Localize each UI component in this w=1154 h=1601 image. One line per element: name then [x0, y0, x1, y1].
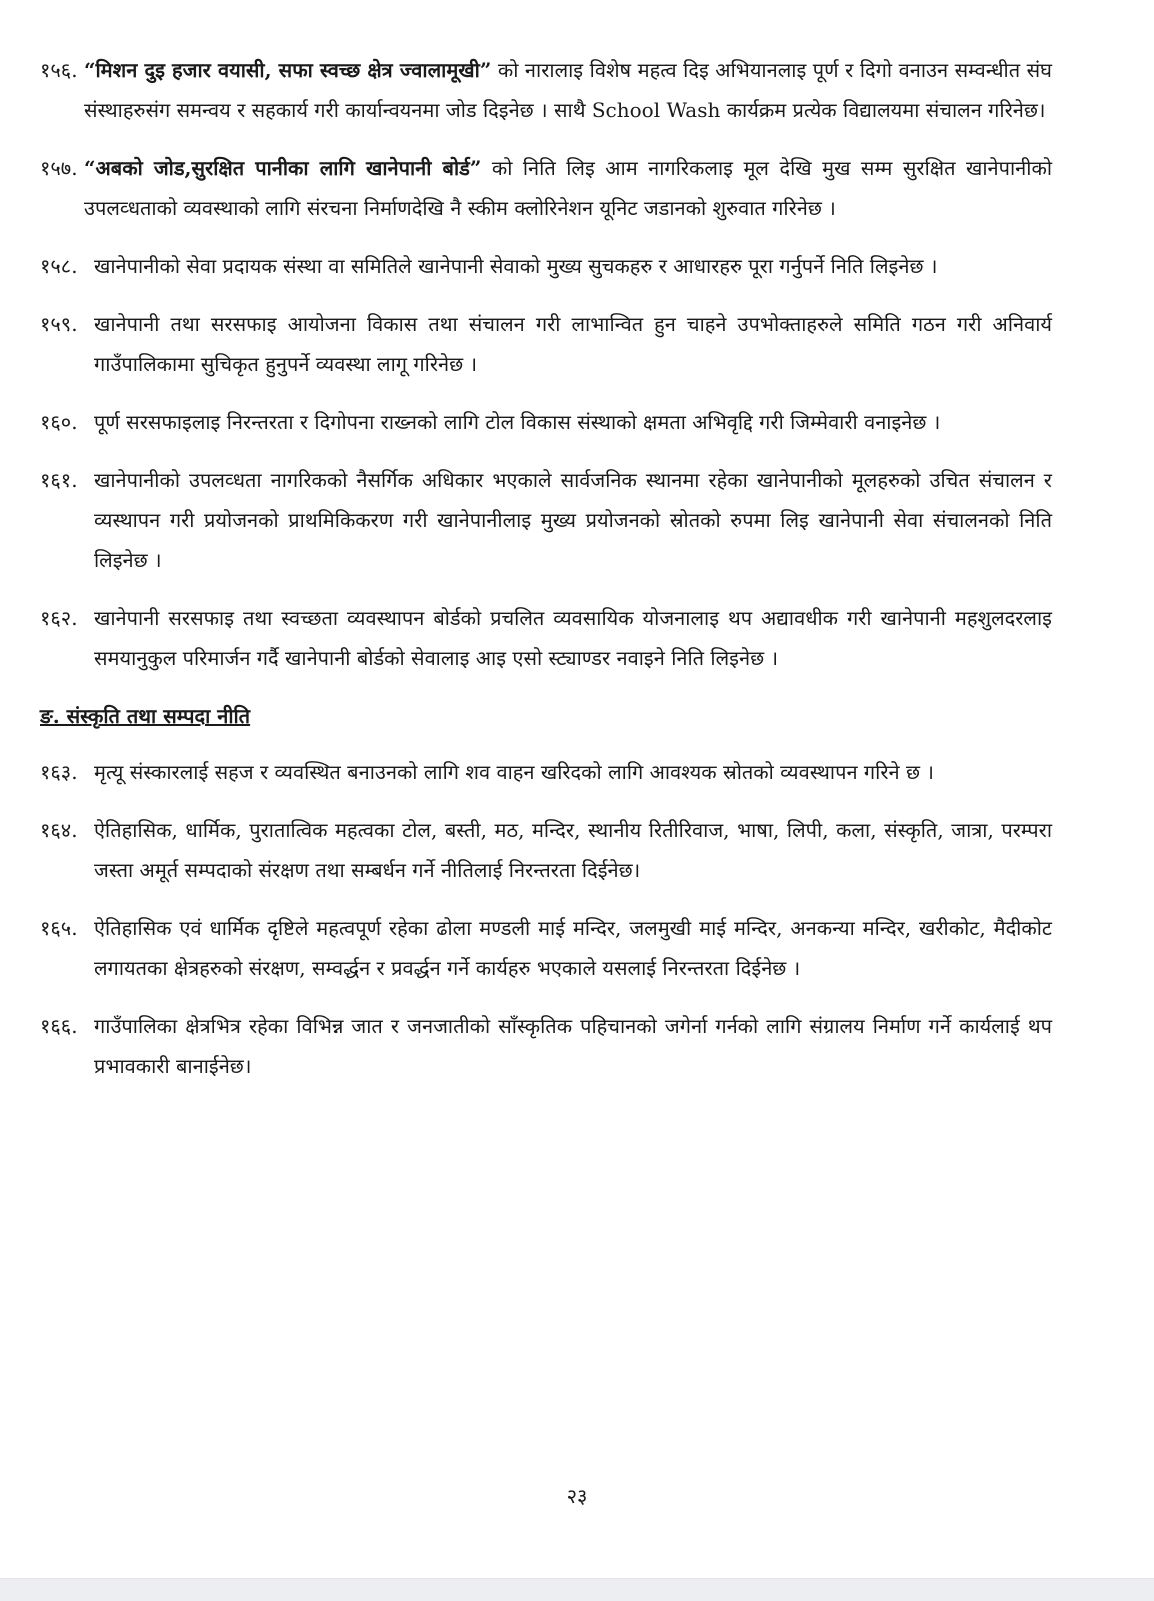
policy-item-157: [40, 148, 1052, 228]
item-number: १६२.: [40, 606, 78, 630]
item-number: १५७.: [40, 156, 78, 180]
item-text: [84, 148, 1052, 228]
item-number: १६१.: [40, 468, 78, 492]
item-text: पूर्ण सरसफाइलाइ निरन्तरता र दिगोपना राख्नको लागि टोल विकास संस्थाको क्षमता अभिवृद्दि गरी जिम्मेवारी वनाइनेछ ।: [94, 410, 941, 434]
item-number: १६०.: [40, 410, 78, 434]
policy-item-165: [40, 908, 1052, 988]
item-number: १५८.: [40, 254, 78, 278]
policy-item-158: [40, 246, 1052, 286]
viewer-bottom-bar: [0, 1578, 1154, 1601]
item-text: खानेपानीको सेवा प्रदायक संस्था वा समितिले खानेपानी सेवाको मुख्य सुचकहरु र आधारहरु पूरा गर्नुपर्ने निति लिइनेछ ।: [94, 254, 938, 278]
policy-item-162: [40, 598, 1052, 678]
item-number: १६४.: [40, 818, 78, 842]
item-text: [84, 50, 1052, 130]
item-text: गाउँपालिका क्षेत्रभित्र रहेका विभिन्न जात र जनजातीको साँस्कृतिक पहिचानको जगेर्ना गर्नको लागि संग्रालय निर्माण गर्ने कार्यलाई थप प्रभावकारी बानाईनेछ।: [94, 1014, 1052, 1078]
item-body: को निति लिइ आम नागरिकलाइ मूल देखि मुख सम्म सुरक्षित खानेपानीको उपलव्धताको व्यवस्थाको लागि संरचना निर्माणदेखि नै स्कीम क्लोरिनेशन यूनिट जडानको शुरुवात गरिनेछ ।: [84, 156, 1052, 220]
policy-item-160: [40, 402, 1052, 442]
policy-item-164: [40, 810, 1052, 890]
item-number: १६६.: [40, 1014, 78, 1038]
item-text: ऐतिहासिक एवं धार्मिक दृष्टिले महत्वपूर्ण रहेका ढोला मण्डली माई मन्दिर, जलमुखी माई मन्दिर, अनकन्या मन्दिर, खरीकोट, मैदीकोट लगायतका क्षेत्रहरुको संरक्षण, सम्वर्द्धन र प्रवर्द्धन गर्ने कार्यहरु भएकाले यसलाई निरन्तरता दिईनेछ ।: [94, 916, 1052, 980]
policy-item-159: [40, 304, 1052, 384]
item-body: को नारालाइ विशेष महत्व दिइ अभियानलाइ पूर्ण र दिगो वनाउन सम्वन्धीत संघ संस्थाहरुसंग समन्वय र सहकार्य गरी कार्यान्वयनमा जोड दिइनेछ । साथै School Wash कार्यक्रम प्रत्येक विद्यालयमा संचालन गरिनेछ।: [84, 58, 1053, 122]
item-slogan: “मिशन दुइ हजार वयासी, सफा स्वच्छ क्षेत्र ज्वालामूखी”: [84, 58, 492, 82]
policy-item-166: [40, 1006, 1052, 1086]
item-text: खानेपानी तथा सरसफाइ आयोजना विकास तथा संचालन गरी लाभान्वित हुन चाहने उपभोक्ताहरुले समिति गठन गरी अनिवार्य गाउँपालिकामा सुचिकृत हुनुपर्ने व्यवस्था लागू गरिनेछ ।: [94, 312, 1052, 376]
item-number: १५९.: [40, 312, 78, 336]
section-heading: ङ. संस्कृति तथा सम्पदा नीति: [40, 704, 251, 728]
policy-item-161: [40, 460, 1052, 580]
item-text: मृत्यू संस्कारलाई सहज र व्यवस्थित बनाउनको लागि शव वाहन खरिदको लागि आवश्यक स्रोतको व्यवस्थापन गरिने छ ।: [94, 760, 934, 784]
item-number: १६५.: [40, 916, 78, 940]
item-text: खानेपानीको उपलव्धता नागरिकको नैसर्गिक अधिकार भएकाले सार्वजनिक स्थानमा रहेका खानेपानीको मूलहरुको उचित संचालन र व्यस्थापन गरी प्रयोजनको प्राथमिकिकरण गरी खानेपानीलाइ मुख्य प्रयोजनको स्रोतको रुपमा लिइ खानेपानी सेवा संचालनको निति लिइनेछ ।: [94, 468, 1052, 572]
policy-item-163: [40, 752, 1052, 792]
item-number: १५६.: [40, 58, 78, 82]
item-slogan: “अबको जोड,सुरक्षित पानीका लागि खानेपानी बोर्ड”: [84, 156, 482, 180]
page-number: २३: [566, 1484, 588, 1508]
policy-item-156: [40, 50, 1052, 130]
item-text: खानेपानी सरसफाइ तथा स्वच्छता व्यवस्थापन बोर्डको प्रचलित व्यवसायिक योजनालाइ थप अद्यावधीक गरी खानेपानी महशुलदरलाइ समयानुकुल परिमार्जन गर्दै खानेपानी बोर्डको सेवालाइ आइ एसो स्ट्याण्डर नवाइने निति लिइनेछ ।: [94, 606, 1052, 670]
document-body: [40, 50, 1052, 1104]
item-number: १६३.: [40, 760, 78, 784]
item-text: ऐतिहासिक, धार्मिक, पुरातात्विक महत्वका टोल, बस्ती, मठ, मन्दिर, स्थानीय रितीरिवाज, भाषा, लिपी, कला, संस्कृति, जात्रा, परम्परा जस्ता अमूर्त सम्पदाको संरक्षण तथा सम्बर्धन गर्ने नीतिलाई निरन्तरता दिईनेछ।: [94, 818, 1052, 882]
